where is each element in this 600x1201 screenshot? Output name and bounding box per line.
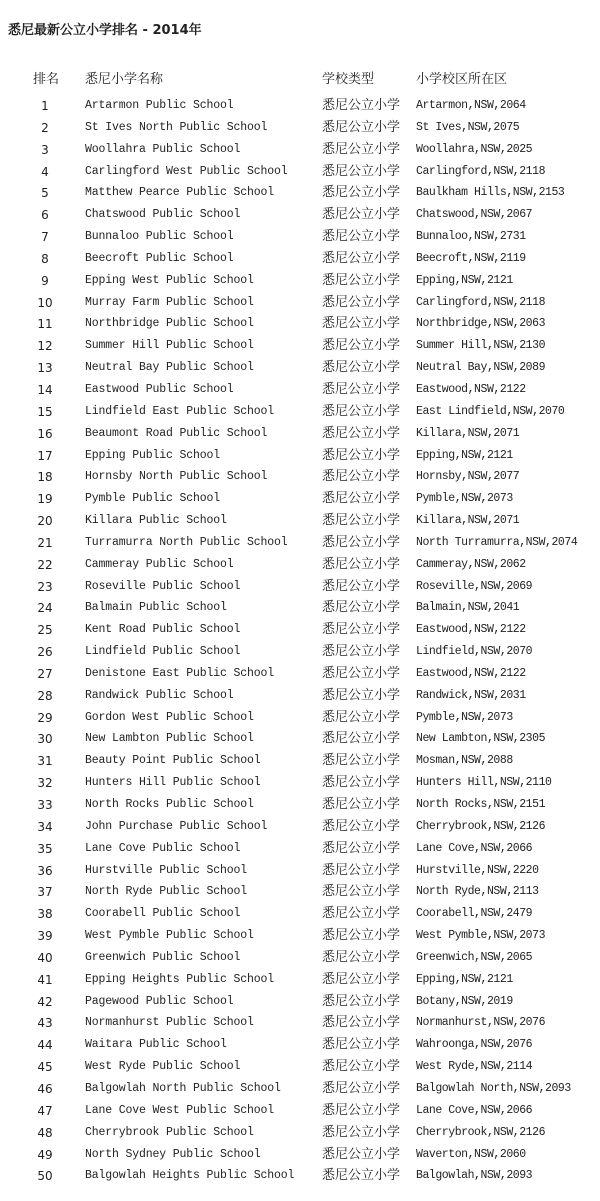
rank-cell: 36 bbox=[37, 863, 53, 878]
table-row bbox=[0, 336, 600, 358]
school-area-cell: Epping,NSW,2121 bbox=[416, 972, 513, 986]
school-type-cell: 悉尼公立小学 bbox=[322, 665, 401, 681]
school-name-cell: Lindfield Public School bbox=[85, 645, 241, 659]
school-area-cell: Balmain,NSW,2041 bbox=[416, 601, 520, 615]
table-row bbox=[0, 839, 600, 861]
table-row bbox=[0, 1166, 600, 1188]
school-area-cell: North Ryde,NSW,2113 bbox=[416, 885, 539, 899]
table-row bbox=[0, 96, 600, 118]
school-area-cell: Killara,NSW,2071 bbox=[416, 426, 520, 440]
school-type-cell: 悉尼公立小学 bbox=[322, 1168, 401, 1184]
table-row bbox=[0, 162, 600, 184]
school-area-cell: Artarmon,NSW,2064 bbox=[416, 99, 526, 112]
rank-cell: 26 bbox=[37, 645, 53, 660]
school-type-cell: 悉尼公立小学 bbox=[322, 534, 401, 550]
school-area-cell: Hunters Hill,NSW,2110 bbox=[416, 776, 552, 790]
rank-cell: 22 bbox=[37, 557, 53, 572]
school-name-cell: Carlingford West Public School bbox=[85, 164, 288, 178]
rank-cell: 45 bbox=[37, 1060, 53, 1075]
table-row bbox=[0, 708, 600, 730]
school-name-cell: Chatswood Public School bbox=[85, 208, 241, 222]
rank-cell: 8 bbox=[41, 251, 49, 266]
rank-cell: 13 bbox=[37, 361, 53, 376]
rank-cell: 4 bbox=[41, 164, 49, 179]
school-name-cell: Hunters Hill Public School bbox=[85, 776, 261, 790]
table-row bbox=[0, 271, 600, 293]
school-type-cell: 悉尼公立小学 bbox=[322, 731, 401, 747]
school-name-cell: North Ryde Public School bbox=[85, 885, 248, 899]
school-type-cell: 悉尼公立小学 bbox=[322, 600, 401, 616]
school-area-cell: Epping,NSW,2121 bbox=[416, 448, 513, 462]
school-area-cell: Epping,NSW,2121 bbox=[416, 273, 513, 287]
table-row bbox=[0, 577, 600, 599]
table-row bbox=[0, 380, 600, 402]
rank-cell: 3 bbox=[41, 142, 49, 157]
school-type-cell: 悉尼公立小学 bbox=[322, 622, 401, 638]
school-type-cell: 悉尼公立小学 bbox=[322, 1124, 401, 1140]
table-row bbox=[0, 249, 600, 271]
rank-cell: 39 bbox=[37, 929, 53, 944]
school-area-cell: St Ives,NSW,2075 bbox=[416, 120, 520, 134]
school-area-cell: Cammeray,NSW,2062 bbox=[416, 557, 526, 571]
table-row bbox=[0, 992, 600, 1014]
rank-cell: 40 bbox=[37, 950, 53, 965]
school-area-cell: West Ryde,NSW,2114 bbox=[416, 1060, 533, 1074]
rank-cell: 47 bbox=[37, 1103, 53, 1118]
school-area-cell: Killara,NSW,2071 bbox=[416, 514, 520, 528]
school-area-cell: Carlingford,NSW,2118 bbox=[416, 164, 546, 178]
school-name-cell: New Lambton Public School bbox=[85, 732, 254, 746]
school-name-cell: Lane Cove West Public School bbox=[85, 1103, 275, 1117]
school-type-cell: 悉尼公立小学 bbox=[322, 840, 401, 856]
school-name-cell: Epping Public School bbox=[85, 448, 221, 462]
school-type-cell: 悉尼公立小学 bbox=[322, 1037, 401, 1053]
school-type-cell: 悉尼公立小学 bbox=[322, 578, 401, 594]
table-row bbox=[0, 795, 600, 817]
school-name-cell: John Purchase Public School bbox=[85, 819, 268, 833]
school-name-cell: St Ives North Public School bbox=[85, 120, 268, 134]
rank-cell: 33 bbox=[37, 798, 53, 812]
school-area-cell: Lane Cove,NSW,2066 bbox=[416, 841, 533, 855]
table-row bbox=[0, 970, 600, 992]
school-type-cell: 悉尼公立小学 bbox=[322, 469, 401, 485]
school-name-cell: Woollahra Public School bbox=[85, 142, 241, 156]
school-type-cell: 悉尼公立小学 bbox=[322, 709, 401, 725]
school-area-cell: Pymble,NSW,2073 bbox=[416, 492, 513, 506]
table-row bbox=[0, 402, 600, 424]
school-name-cell: North Rocks Public School bbox=[85, 798, 254, 811]
school-area-cell: Hornsby,NSW,2077 bbox=[416, 470, 520, 484]
school-type-cell: 悉尼公立小学 bbox=[322, 775, 401, 791]
table-header bbox=[0, 68, 600, 88]
school-area-cell: Botany,NSW,2019 bbox=[416, 994, 513, 1008]
school-name-cell: Randwick Public School bbox=[85, 688, 234, 702]
school-name-cell: Summer Hill Public School bbox=[85, 339, 254, 353]
header-rank: 排名 bbox=[33, 72, 60, 87]
school-area-cell: Greenwich,NSW,2065 bbox=[416, 950, 533, 964]
school-type-cell: 悉尼公立小学 bbox=[322, 513, 401, 529]
table-row bbox=[0, 773, 600, 795]
school-area-cell: Pymble,NSW,2073 bbox=[416, 710, 513, 724]
school-area-cell: North Turramurra,NSW,2074 bbox=[416, 535, 578, 549]
rank-cell: 24 bbox=[37, 601, 53, 616]
school-name-cell: Beecroft Public School bbox=[85, 251, 234, 265]
rank-cell: 11 bbox=[37, 317, 53, 332]
table-row bbox=[0, 446, 600, 468]
school-area-cell: Summer Hill,NSW,2130 bbox=[416, 339, 546, 353]
school-area-cell: Mosman,NSW,2088 bbox=[416, 754, 513, 768]
rank-cell: 1 bbox=[41, 99, 49, 113]
school-name-cell: Cammeray Public School bbox=[85, 557, 234, 571]
table-row bbox=[0, 293, 600, 315]
rank-cell: 23 bbox=[37, 579, 53, 594]
school-name-cell: Eastwood Public School bbox=[85, 382, 234, 396]
table-row bbox=[0, 882, 600, 904]
table-row bbox=[0, 555, 600, 577]
school-type-cell: 悉尼公立小学 bbox=[322, 491, 401, 507]
school-area-cell: Wahroonga,NSW,2076 bbox=[416, 1038, 533, 1052]
school-type-cell: 悉尼公立小学 bbox=[322, 884, 401, 900]
rank-cell: 12 bbox=[37, 339, 53, 354]
table-row bbox=[0, 926, 600, 948]
school-name-cell: Beauty Point Public School bbox=[85, 754, 261, 768]
rank-cell: 29 bbox=[37, 710, 53, 725]
school-name-cell: West Pymble Public School bbox=[85, 929, 254, 943]
table-row bbox=[0, 1145, 600, 1167]
school-name-cell: Northbridge Public School bbox=[85, 317, 254, 331]
school-name-cell: Waitara Public School bbox=[85, 1038, 227, 1052]
school-type-cell: 悉尼公立小学 bbox=[322, 425, 401, 441]
school-type-cell: 悉尼公立小学 bbox=[322, 818, 401, 834]
school-area-cell: New Lambton,NSW,2305 bbox=[416, 732, 546, 746]
rank-cell: 34 bbox=[37, 819, 53, 834]
school-type-cell: 悉尼公立小学 bbox=[322, 1059, 401, 1075]
school-type-cell: 悉尼公立小学 bbox=[322, 250, 401, 266]
rank-cell: 44 bbox=[37, 1038, 53, 1053]
rank-cell: 28 bbox=[37, 688, 53, 703]
school-name-cell: Kent Road Public School bbox=[85, 623, 241, 637]
school-area-cell: Cherrybrook,NSW,2126 bbox=[416, 819, 546, 833]
rank-cell: 31 bbox=[37, 754, 53, 769]
school-name-cell: Pagewood Public School bbox=[85, 994, 234, 1008]
rank-cell: 18 bbox=[37, 470, 53, 485]
table-row bbox=[0, 904, 600, 926]
school-area-cell: Roseville,NSW,2069 bbox=[416, 579, 533, 593]
school-type-cell: 悉尼公立小学 bbox=[322, 862, 401, 878]
school-area-cell: Eastwood,NSW,2122 bbox=[416, 623, 526, 637]
school-area-cell: Coorabell,NSW,2479 bbox=[416, 907, 533, 921]
school-area-cell: Eastwood,NSW,2122 bbox=[416, 666, 526, 680]
table-row bbox=[0, 358, 600, 380]
school-type-cell: 悉尼公立小学 bbox=[322, 906, 401, 922]
rank-cell: 6 bbox=[41, 208, 49, 223]
school-name-cell: Turramurra North Public School bbox=[85, 535, 288, 549]
table-row bbox=[0, 642, 600, 664]
table-row bbox=[0, 467, 600, 489]
table-row bbox=[0, 861, 600, 883]
table-row bbox=[0, 533, 600, 555]
school-type-cell: 悉尼公立小学 bbox=[322, 98, 401, 113]
header-school-name: 悉尼小学名称 bbox=[85, 72, 164, 87]
rank-cell: 42 bbox=[37, 994, 53, 1009]
school-type-cell: 悉尼公立小学 bbox=[322, 928, 401, 944]
school-name-cell: Beaumont Road Public School bbox=[85, 426, 268, 440]
school-area-cell: Lindfield,NSW,2070 bbox=[416, 645, 533, 659]
school-type-cell: 悉尼公立小学 bbox=[322, 360, 401, 376]
school-name-cell: Matthew Pearce Public School bbox=[85, 186, 275, 200]
school-area-cell: Neutral Bay,NSW,2089 bbox=[416, 361, 546, 375]
ranking-table bbox=[0, 96, 600, 1188]
rank-cell: 21 bbox=[37, 535, 53, 550]
rank-cell: 9 bbox=[41, 273, 49, 288]
school-area-cell: Beecroft,NSW,2119 bbox=[416, 251, 526, 265]
school-type-cell: 悉尼公立小学 bbox=[322, 272, 401, 288]
school-name-cell: Roseville Public School bbox=[85, 579, 241, 593]
school-area-cell: Carlingford,NSW,2118 bbox=[416, 295, 546, 309]
table-row bbox=[0, 205, 600, 227]
school-type-cell: 悉尼公立小学 bbox=[322, 687, 401, 703]
table-row bbox=[0, 424, 600, 446]
table-row bbox=[0, 1101, 600, 1123]
table-row bbox=[0, 1013, 600, 1035]
rank-cell: 50 bbox=[37, 1169, 53, 1184]
school-area-cell: East Lindfield,NSW,2070 bbox=[416, 404, 565, 418]
school-area-cell: Woollahra,NSW,2025 bbox=[416, 142, 533, 156]
table-row bbox=[0, 598, 600, 620]
table-row bbox=[0, 729, 600, 751]
school-name-cell: West Ryde Public School bbox=[85, 1060, 241, 1074]
school-area-cell: Randwick,NSW,2031 bbox=[416, 688, 526, 702]
table-row bbox=[0, 664, 600, 686]
table-row bbox=[0, 620, 600, 642]
school-type-cell: 悉尼公立小学 bbox=[322, 644, 401, 660]
rank-cell: 41 bbox=[37, 972, 53, 987]
school-type-cell: 悉尼公立小学 bbox=[322, 229, 401, 245]
school-area-cell: Chatswood,NSW,2067 bbox=[416, 208, 533, 222]
table-row bbox=[0, 1057, 600, 1079]
rank-cell: 15 bbox=[37, 404, 53, 419]
table-row bbox=[0, 686, 600, 708]
table-row bbox=[0, 489, 600, 511]
rank-cell: 7 bbox=[41, 230, 49, 245]
school-name-cell: Hornsby North Public School bbox=[85, 470, 268, 484]
school-area-cell: North Rocks,NSW,2151 bbox=[416, 798, 546, 811]
school-name-cell: Epping Heights Public School bbox=[85, 972, 275, 986]
table-row bbox=[0, 183, 600, 205]
rank-cell: 5 bbox=[41, 186, 49, 201]
rank-cell: 49 bbox=[37, 1147, 53, 1162]
rank-cell: 32 bbox=[37, 776, 53, 791]
school-type-cell: 悉尼公立小学 bbox=[322, 141, 401, 157]
school-type-cell: 悉尼公立小学 bbox=[322, 1146, 401, 1162]
rank-cell: 25 bbox=[37, 623, 53, 638]
school-area-cell: Normanhurst,NSW,2076 bbox=[416, 1016, 546, 1030]
school-area-cell: Eastwood,NSW,2122 bbox=[416, 382, 526, 396]
school-name-cell: Normanhurst Public School bbox=[85, 1016, 254, 1030]
header-school-type: 学校类型 bbox=[322, 72, 375, 87]
school-type-cell: 悉尼公立小学 bbox=[322, 338, 401, 354]
school-area-cell: Balgowlah North,NSW,2093 bbox=[416, 1081, 571, 1095]
school-name-cell: Killara Public School bbox=[85, 514, 227, 528]
school-type-cell: 悉尼公立小学 bbox=[322, 1102, 401, 1118]
school-name-cell: Lindfield East Public School bbox=[85, 404, 275, 418]
school-type-cell: 悉尼公立小学 bbox=[322, 294, 401, 310]
rank-cell: 37 bbox=[37, 885, 53, 900]
table-row bbox=[0, 314, 600, 336]
school-type-cell: 悉尼公立小学 bbox=[322, 797, 401, 812]
school-type-cell: 悉尼公立小学 bbox=[322, 993, 401, 1009]
table-row bbox=[0, 511, 600, 533]
school-type-cell: 悉尼公立小学 bbox=[322, 316, 401, 332]
rank-cell: 17 bbox=[37, 448, 53, 463]
school-type-cell: 悉尼公立小学 bbox=[322, 1015, 401, 1031]
school-name-cell: Coorabell Public School bbox=[85, 907, 241, 921]
school-type-cell: 悉尼公立小学 bbox=[322, 119, 401, 135]
table-row bbox=[0, 751, 600, 773]
school-name-cell: Balgowlah Heights Public School bbox=[85, 1169, 295, 1183]
school-name-cell: Lane Cove Public School bbox=[85, 841, 241, 855]
school-name-cell: Greenwich Public School bbox=[85, 950, 241, 964]
table-row bbox=[0, 118, 600, 140]
rank-cell: 20 bbox=[37, 514, 53, 529]
school-type-cell: 悉尼公立小学 bbox=[322, 971, 401, 987]
school-type-cell: 悉尼公立小学 bbox=[322, 163, 401, 179]
school-type-cell: 悉尼公立小学 bbox=[322, 381, 401, 397]
school-name-cell: Neutral Bay Public School bbox=[85, 361, 254, 375]
rank-cell: 38 bbox=[37, 907, 53, 922]
school-type-cell: 悉尼公立小学 bbox=[322, 1080, 401, 1096]
rank-cell: 16 bbox=[37, 426, 53, 441]
school-name-cell: Balmain Public School bbox=[85, 601, 227, 615]
school-area-cell: Waverton,NSW,2060 bbox=[416, 1147, 526, 1161]
rank-cell: 27 bbox=[37, 666, 53, 681]
school-type-cell: 悉尼公立小学 bbox=[322, 185, 401, 201]
school-name-cell: Cherrybrook Public School bbox=[85, 1125, 254, 1139]
rank-cell: 30 bbox=[37, 732, 53, 747]
school-area-cell: Hurstville,NSW,2220 bbox=[416, 863, 539, 877]
table-row bbox=[0, 1123, 600, 1145]
school-name-cell: Balgowlah North Public School bbox=[85, 1081, 281, 1095]
school-type-cell: 悉尼公立小学 bbox=[322, 207, 401, 223]
school-type-cell: 悉尼公立小学 bbox=[322, 403, 401, 419]
school-name-cell: Bunnaloo Public School bbox=[85, 230, 234, 244]
school-area-cell: West Pymble,NSW,2073 bbox=[416, 929, 546, 943]
table-row bbox=[0, 817, 600, 839]
rank-cell: 10 bbox=[37, 295, 53, 310]
school-name-cell: Denistone East Public School bbox=[85, 666, 275, 680]
school-type-cell: 悉尼公立小学 bbox=[322, 447, 401, 463]
page-title: 悉尼最新公立小学排名 - 2014年 bbox=[8, 23, 202, 38]
table-row bbox=[0, 948, 600, 970]
table-row bbox=[0, 1035, 600, 1057]
table-row bbox=[0, 140, 600, 162]
school-name-cell: Epping West Public School bbox=[85, 273, 254, 287]
school-name-cell: North Sydney Public School bbox=[85, 1147, 261, 1161]
table-row bbox=[0, 227, 600, 249]
rank-cell: 48 bbox=[37, 1125, 53, 1140]
school-type-cell: 悉尼公立小学 bbox=[322, 556, 401, 572]
rank-cell: 46 bbox=[37, 1081, 53, 1096]
school-area-cell: Balgowlah,NSW,2093 bbox=[416, 1169, 533, 1183]
school-area-cell: Lane Cove,NSW,2066 bbox=[416, 1103, 533, 1117]
school-area-cell: Northbridge,NSW,2063 bbox=[416, 317, 546, 331]
rank-cell: 2 bbox=[41, 120, 49, 135]
school-name-cell: Artarmon Public School bbox=[85, 99, 234, 112]
rank-cell: 43 bbox=[37, 1016, 53, 1031]
school-area-cell: Baulkham Hills,NSW,2153 bbox=[416, 186, 565, 200]
school-type-cell: 悉尼公立小学 bbox=[322, 949, 401, 965]
header-school-area: 小学校区所在区 bbox=[416, 72, 508, 87]
rank-cell: 35 bbox=[37, 841, 53, 856]
school-name-cell: Pymble Public School bbox=[85, 492, 221, 506]
school-name-cell: Hurstville Public School bbox=[85, 863, 248, 877]
school-area-cell: Bunnaloo,NSW,2731 bbox=[416, 230, 526, 244]
table-row bbox=[0, 1079, 600, 1101]
school-name-cell: Murray Farm Public School bbox=[85, 295, 254, 309]
school-type-cell: 悉尼公立小学 bbox=[322, 753, 401, 769]
school-name-cell: Gordon West Public School bbox=[85, 710, 254, 724]
rank-cell: 19 bbox=[37, 492, 53, 507]
school-area-cell: Cherrybrook,NSW,2126 bbox=[416, 1125, 546, 1139]
rank-cell: 14 bbox=[37, 382, 53, 397]
